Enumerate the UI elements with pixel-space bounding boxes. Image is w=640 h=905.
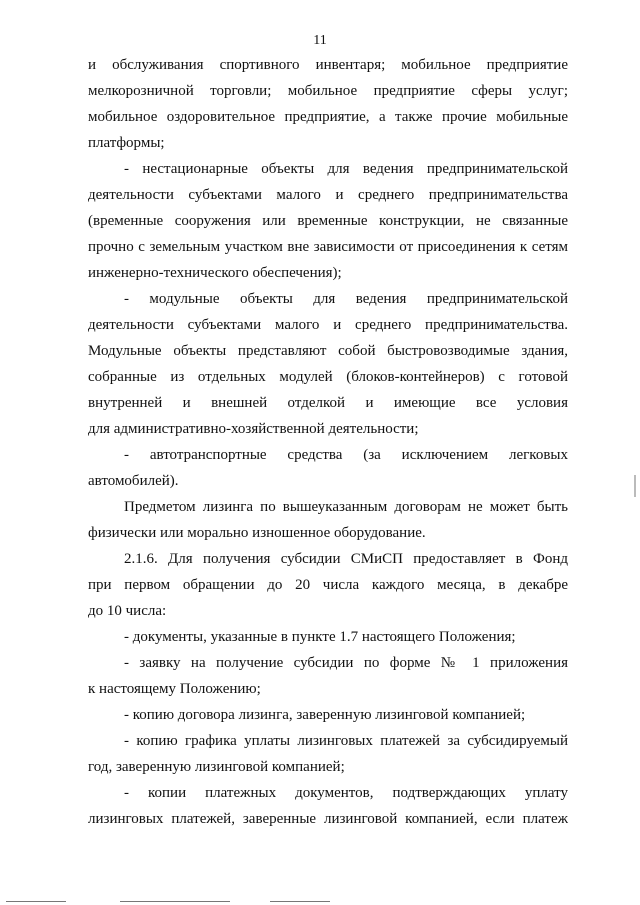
text-line: мелкорозничной торговли; мобильное предприятие сферы услуг;	[88, 83, 568, 99]
text-line: деятельности субъектами малого и среднего предпринимательства.	[88, 317, 568, 333]
text-line: для административно-хозяйственной деятельности;	[88, 421, 419, 437]
list-item-line: - заявку на получение субсидии по форме № 1 приложения	[124, 655, 568, 671]
scan-mark	[634, 475, 636, 497]
list-item-line: - копию договора лизинга, заверенную лизинговой компанией;	[124, 707, 526, 723]
text-line: до 10 числа:	[88, 603, 167, 619]
text-line: инженерно-технического обеспечения);	[88, 265, 342, 281]
list-item-line: - автотранспортные средства (за исключением легковых	[124, 447, 568, 463]
text-line: к настоящему Положению;	[88, 681, 261, 697]
list-item-line: - модульные объекты для ведения предпринимательской	[124, 291, 568, 307]
scan-edge-line	[6, 901, 66, 902]
list-item-line: - копии платежных документов, подтверждающих уплату	[124, 785, 568, 801]
text-line: автомобилей).	[88, 473, 179, 489]
paragraph-line: 2.1.6. Для получения субсидии СМиСП предоставляет в Фонд	[124, 551, 568, 567]
text-line: Модульные объекты представляют собой быстровозводимые здания,	[88, 343, 568, 359]
text-line: при первом обращении до 20 числа каждого месяца, в декабре	[88, 577, 568, 593]
list-item-line: - копию графика уплаты лизинговых платежей за субсидируемый	[124, 733, 568, 749]
text-line: лизинговых платежей, заверенные лизинговой компанией, если платеж	[88, 811, 568, 827]
text-line: год, заверенную лизинговой компанией;	[88, 759, 345, 775]
list-item-line: - нестационарные объекты для ведения предпринимательской	[124, 161, 568, 177]
text-line: прочно с земельным участком вне зависимости от присоединения к сетям	[88, 239, 568, 255]
text-line: собранные из отдельных модулей (блоков-контейнеров) с готовой	[88, 369, 568, 385]
scan-edge-line	[270, 901, 330, 902]
text-line: платформы;	[88, 135, 165, 151]
page-number: 11	[313, 33, 327, 48]
text-line: и обслуживания спортивного инвентаря; мобильное предприятие	[88, 57, 568, 73]
text-line: физически или морально изношенное оборудование.	[88, 525, 426, 541]
list-item-line: - документы, указанные в пункте 1.7 настоящего Положения;	[124, 629, 516, 645]
text-line: (временные сооружения или временные конструкции, не связанные	[88, 213, 568, 229]
text-line: внутренней и внешней отделкой и имеющие все условия	[88, 395, 568, 411]
paragraph-line: Предметом лизинга по вышеуказанным договорам не может быть	[124, 499, 568, 515]
text-line: мобильное оздоровительное предприятие, а также прочие мобильные	[88, 109, 568, 125]
text-line: деятельности субъектами малого и среднего предпринимательства	[88, 187, 568, 203]
scan-edge-line	[120, 901, 230, 902]
